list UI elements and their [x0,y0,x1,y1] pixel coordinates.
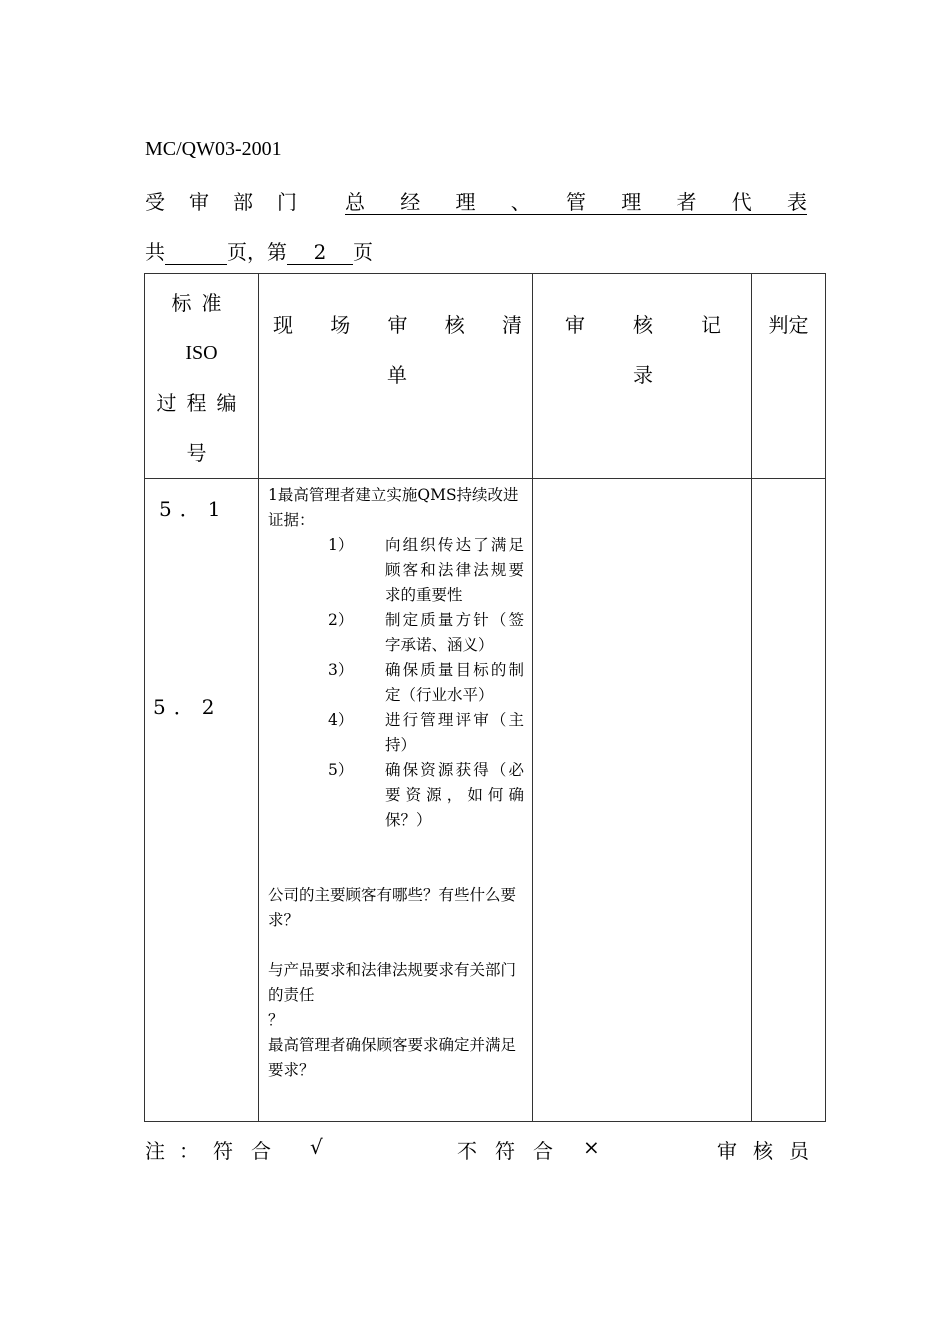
checklist-intro: 1最高管理者建立实施QMS持续改进证据： [268,486,519,529]
header-onsite-checklist [259,274,533,479]
header-standard-clause [145,274,259,479]
judgement-cell[interactable] [752,479,826,1122]
list-item [268,608,524,658]
list-item [268,658,524,708]
checklist-question: 最高管理者确保顾客要求确定并满足要求？ [268,1036,517,1079]
page-total-prefix: 共 [145,240,165,264]
audit-record-cell[interactable] [533,479,752,1122]
audited-department-value: 总经理、管理者代表 [345,186,807,215]
header-standard-line4: 号 [186,441,217,465]
table-body-row [145,479,826,1122]
checklist-question: 公司的主要顾客有哪些？有些什么要求？ [268,886,517,929]
checklist-question-mark: ？ [268,1011,284,1029]
header-record-line1: 审核记 [565,313,721,337]
header-standard-line3: 过程编 [156,391,247,415]
list-item [268,533,524,608]
page-mid-text: 页，第 [227,240,287,264]
header-checklist-line1: 现场审核清 [273,313,522,337]
audit-checklist-table [144,273,826,1122]
list-item-text: 确保资源获得（必要资源，如何确保？） [385,761,524,829]
list-item [268,758,524,833]
list-item-text: 制定质量方针（签字承诺、涵义） [385,611,524,654]
header-record-line2: 录 [633,363,653,387]
checklist-question: 与产品要求和法律法规要求有关部门的责任 [268,961,517,1004]
page-current-number: 2 [287,240,353,265]
note-pass-label: 符合 [213,1139,289,1163]
list-item-number: 1） [328,536,354,554]
header-checklist-line2: 单 [387,363,407,387]
header-audit-record [533,274,752,479]
header-standard-line2: ISO [185,342,218,364]
checklist-items [268,533,524,833]
header-judgement: 判定 [752,274,826,479]
note-fail-label: 不符合 [457,1139,571,1163]
list-item-text: 确保质量目标的制定（行业水平） [385,661,524,704]
note-auditor-label: 审核员 [717,1139,825,1163]
clause-number: 5．1 [159,497,229,521]
check-mark-icon: √ [310,1135,323,1159]
page-counter [145,236,373,265]
table-header-row [145,274,826,479]
checklist-cell [259,479,533,1122]
cross-mark-icon: × [583,1135,600,1159]
audited-department-label: 受审部门 [145,190,321,214]
page-total-blank [165,240,227,265]
list-item-number: 3） [328,661,354,679]
note-label: 注： [145,1139,213,1163]
list-item-number: 5） [328,761,354,779]
header-standard-line1: 标准 [171,291,232,315]
list-item-number: 4） [328,711,354,729]
clause-number: 5．2 [153,695,223,719]
spacer [268,833,524,883]
page-suffix: 页 [353,240,373,264]
clause-number-cell [145,479,259,1122]
spacer [268,933,524,958]
list-item-text: 向组织传达了满足顾客和法律法规要求的重要性 [385,536,524,604]
list-item [268,708,524,758]
legend-note [145,1135,825,1163]
list-item-text: 进行管理评审（主持） [385,711,524,754]
audited-department-line [145,186,807,216]
list-item-number: 2） [328,611,354,629]
document-code: MC/QW03-2001 [145,138,282,160]
